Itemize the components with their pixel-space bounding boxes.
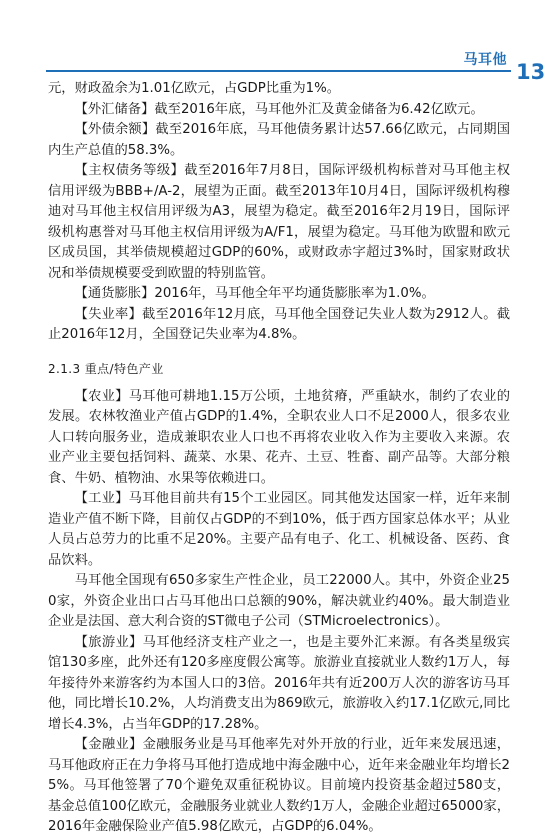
top-paragraphs	[48, 79, 510, 346]
section-heading: 2.1.3 重点/特色产业	[48, 361, 164, 376]
paragraph: 【通货膨胀】2016年，马耳他全年平均通货膨胀率为1.0%。	[74, 286, 435, 301]
paragraph: 【外汇储备】截至2016年底，马耳他外汇及黄金储备为6.42亿欧元。	[74, 101, 484, 117]
paragraph: 马耳他全国现有650多家生产性企业，员工22000人。其中，外资企业250家，外资企业出口占马耳他出口总额的90%，解决就业约40%。最大制造业企业是法国、意大利合资的ST微电子公司（STMicroelectronics）。	[48, 573, 510, 629]
paragraph: 【金融业】金融服务业是马耳他率先对外开放的行业，近年来发展迅速，马耳他政府正在力争将马耳他打造成地中海金融中心，近年来金融业年均增长25%。马耳他签署了70个避免双重征税协议。目前境内投资基金超过580支，基金总值100亿欧元，金融服务业就业人数约1万人，金融企业超过65000家，2016年金融保险业产值5.98亿欧元，占GDP的6.04%。	[48, 737, 510, 834]
paragraph: 【失业率】截至2016年12月底，马耳他全国登记失业人数为2912人。截止2016年12月，全国登记失业率为4.8%。	[48, 306, 510, 342]
running-header-title: 马耳他	[463, 52, 507, 68]
paragraph: 【外债余额】截至2016年底，马耳他债务累计达57.66亿欧元，占同期国内生产总值的58.3%。	[48, 122, 510, 158]
paragraph: 【旅游业】马耳他经济支柱产业之一，也是主要外汇来源。有各类星级宾馆130多座，此外还有120多座度假公寓等。旅游业直接就业人数约1万人，每年接待外来游客约为本国人口的3倍。2016年共有近200万人次的游客访马耳他，同比增长10.2%，人均消费支出为869欧元，旅游收入约17.1亿欧元,同比增长4.3%，占当年GDP的17.28%。	[48, 634, 510, 732]
section-paragraphs	[48, 387, 510, 838]
paragraph: 元，财政盈余为1.01亿欧元，占GDP比重为1%。	[48, 81, 341, 96]
paragraph: 【农业】马耳他可耕地1.15万公顷，土地贫瘠，严重缺水，制约了农业的发展。农林牧渔业产值占GDP的1.4%，全职农业人口不足2000人，很多农业人口转向服务业，造成兼职农业人口也不再将农业收入作为主要收入来源。农业产业主要包括饲料、蔬菜、水果、花卉、土豆、牲畜、副产品等。大部分粮食、牛奶、植物油、水果等依赖进口。	[48, 388, 510, 486]
page-number: 13	[516, 60, 546, 84]
paragraph: 【主权债务等级】截至2016年7月8日，国际评级机构标普对马耳他主权信用评级为BBB+/A-2，展望为正面。截至2013年10月4日，国际评级机构穆迪对马耳他主权信用评级为A3，展望为稳定。截至2016年2月19日，国际评级机构惠誉对马耳他主权信用评级为A/F1，展望为稳定。马耳他为欧盟和欧元区成员国，其举债规模超过GDP的60%，或财政赤字超过3%时，国家财政状况和举债规模要受到欧盟的特别监管。	[48, 163, 510, 281]
paragraph: 【工业】马耳他目前共有15个工业园区。同其他发达国家一样，近年来制造业产值不断下降，目前仅占GDP的不到10%，低于西方国家总体水平；从业人员占总劳力的比重不足20%。主要产品有电子、化工、机械设备、医药、食品饮料。	[48, 491, 510, 568]
page-body	[48, 79, 510, 838]
header-rule	[46, 70, 511, 72]
